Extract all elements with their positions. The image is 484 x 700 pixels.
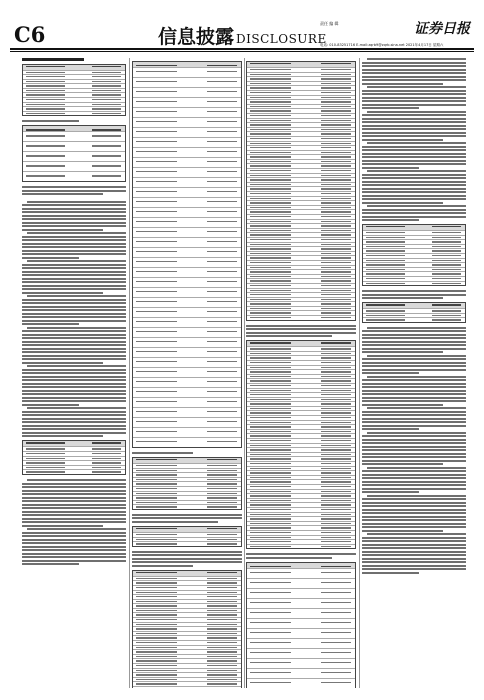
article-column-4 — [362, 58, 466, 688]
page-number: C6 — [14, 22, 46, 47]
page-header — [0, 0, 484, 52]
column-divider — [359, 58, 360, 688]
data-table — [132, 457, 242, 510]
section-title-en: DISCLOSURE — [236, 32, 327, 46]
data-table — [132, 61, 242, 448]
data-table — [246, 340, 356, 549]
header-rule — [10, 48, 474, 50]
header-rule-thin — [10, 51, 474, 52]
section-title-cn: 信息披露 — [158, 26, 235, 48]
section-title — [158, 22, 327, 49]
data-table — [22, 440, 126, 475]
article-column-3 — [246, 58, 356, 688]
text-line — [22, 58, 84, 61]
newspaper-logo: 证券日报 — [414, 21, 470, 37]
article-column-1 — [22, 58, 126, 688]
column-divider — [129, 58, 130, 688]
text-line — [22, 120, 79, 122]
article-column-2 — [132, 58, 242, 688]
data-table — [22, 64, 126, 117]
masthead-contact: 电话: 010-83251716 E-mail:zqrb9@zqrb.sina.net 2021年4月17日 星期六 — [320, 43, 444, 47]
data-table — [22, 125, 126, 182]
data-table — [132, 570, 242, 688]
column-divider — [244, 58, 245, 688]
data-table — [246, 562, 356, 688]
masthead — [320, 18, 470, 48]
data-table — [246, 61, 356, 321]
data-table — [132, 526, 242, 547]
data-table — [362, 302, 466, 323]
masthead-editor: 责任 编 辑 — [320, 21, 339, 26]
data-table — [362, 224, 466, 286]
